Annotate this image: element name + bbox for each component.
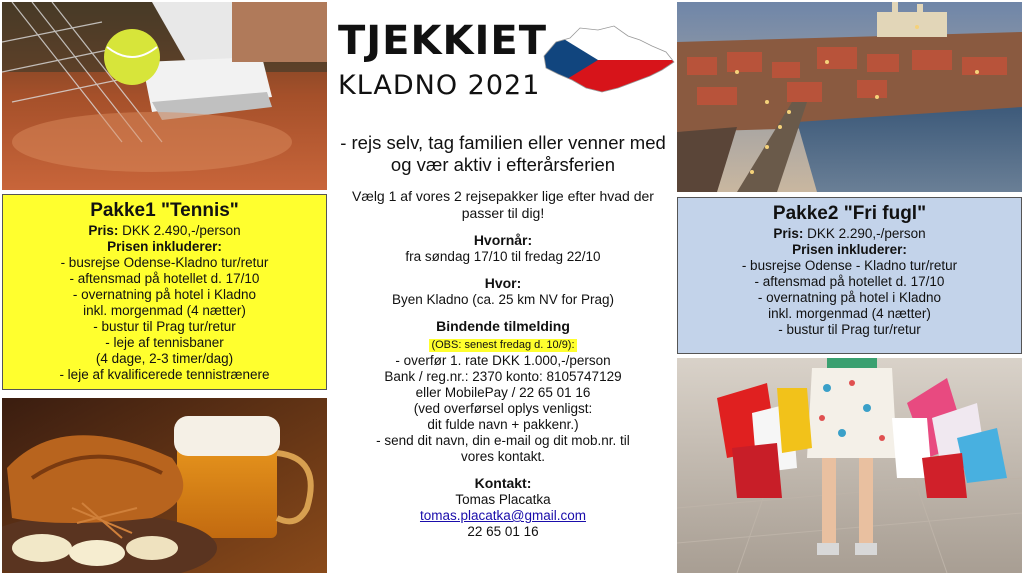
package2-price-label: Pris: <box>773 226 804 241</box>
where-heading: Hvor: <box>484 275 522 291</box>
package2-item: - bustur til Prag tur/retur <box>778 322 921 337</box>
package2-price <box>678 226 1021 242</box>
package1-box <box>2 194 327 390</box>
signup-line: eller MobilePay / 22 65 01 16 <box>415 385 591 400</box>
sub-title: KLADNO 2021 <box>338 70 541 101</box>
tennis-photo <box>2 2 327 190</box>
when-text: fra søndag 17/10 til fredag 22/10 <box>405 249 601 264</box>
package1-item: - busrejse Odense-Kladno tur/retur <box>60 255 269 270</box>
where-text: Byen Kladno (ca. 25 km NV for Prag) <box>391 292 615 307</box>
package2-item: - busrejse Odense - Kladno tur/retur <box>741 258 958 273</box>
main-title: TJEKKIET <box>338 18 547 64</box>
signup-line: Bank / reg.nr.: 2370 konto: 8105747129 <box>384 369 622 384</box>
contact-heading: Kontakt: <box>474 475 532 491</box>
when-heading: Hvornår: <box>473 232 533 248</box>
signup-line: - send dit navn, din e-mail og dit mob.nr. til <box>376 433 630 448</box>
signup-heading: Bindende tilmelding <box>436 318 570 334</box>
shopping-photo <box>677 358 1022 573</box>
package2-includes-heading: Prisen inkluderer: <box>792 242 907 257</box>
signup-line: dit fulde navn + pakkenr.) <box>427 417 579 432</box>
signup-deadline-note: (OBS: senest fredag d. 10/9): <box>431 339 575 351</box>
package2-item: inkl. morgenmad (4 nætter) <box>768 306 931 321</box>
package1-price <box>3 223 326 239</box>
package1-includes-heading: Prisen inkluderer: <box>107 239 222 254</box>
contact-email-link[interactable]: tomas.placatka@gmail.com <box>419 508 586 523</box>
package1-item: - leje af tennisbaner <box>105 335 224 350</box>
package1-item: - bustur til Prag tur/retur <box>93 319 236 334</box>
signup-line: vores kontakt. <box>460 449 546 464</box>
package2-item: - overnatning på hotel i Kladno <box>757 290 942 305</box>
contact-phone: 22 65 01 16 <box>467 524 539 539</box>
center-column <box>333 132 673 540</box>
contact-name: Tomas Placatka <box>455 492 551 507</box>
package2-item: - aftensmad på hotellet d. 17/10 <box>754 274 945 289</box>
intro-text: Vælg 1 af vores 2 rejsepakker lige efter hvad der passer til dig! <box>352 188 654 221</box>
package1-item: (4 dage, 2-3 timer/dag) <box>95 351 234 366</box>
package1-price-label: Pris: <box>88 223 119 238</box>
title-area <box>338 18 678 118</box>
signup-line: (ved overførsel oplys venligst: <box>413 401 593 416</box>
package1-item: - overnatning på hotel i Kladno <box>72 287 257 302</box>
package2-price-value: DKK 2.290,-/person <box>803 226 926 241</box>
package2-title: Pakke2 "Fri fugl" <box>772 203 927 224</box>
czech-flag-map-icon <box>536 22 676 98</box>
tagline: - rejs selv, tag familien eller venner med og vær aktiv i efterårsferien <box>340 132 666 175</box>
prague-photo <box>677 2 1022 192</box>
package1-item: - aftensmad på hotellet d. 17/10 <box>69 271 260 286</box>
signup-line: - overfør 1. rate DKK 1.000,-/person <box>395 353 611 368</box>
package1-item: - leje af kvalificerede tennistrænere <box>59 367 270 382</box>
package1-price-value: DKK 2.490,-/person <box>118 223 241 238</box>
package2-box <box>677 197 1022 354</box>
package1-title: Pakke1 "Tennis" <box>90 200 239 221</box>
package1-item: inkl. morgenmad (4 nætter) <box>83 303 246 318</box>
food-photo <box>2 398 327 573</box>
